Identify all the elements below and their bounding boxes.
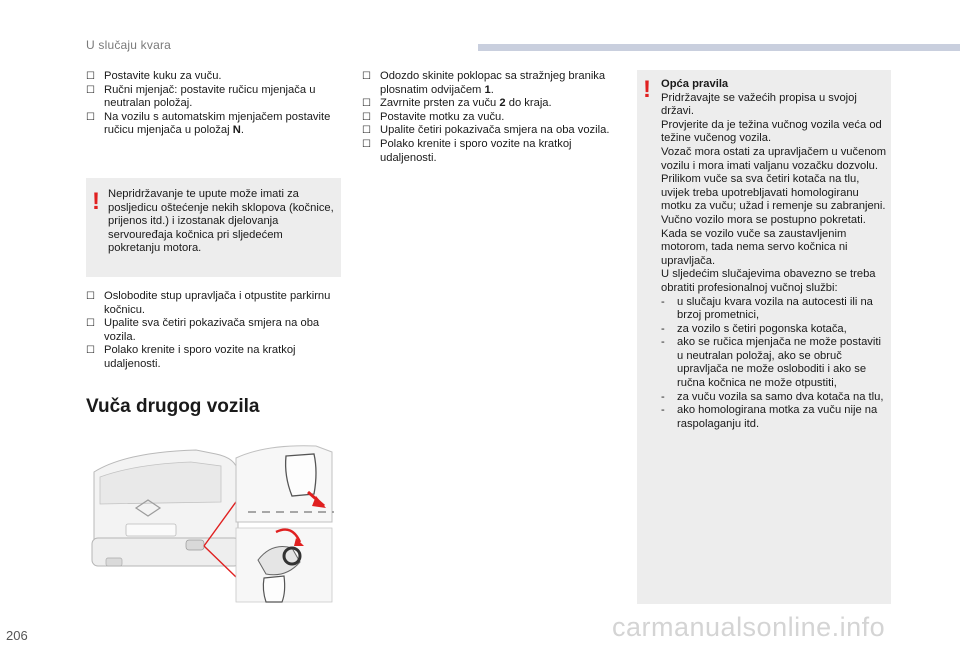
general-rules-box (637, 70, 891, 604)
list-item: - ako homologirana motka za vuču nije na raspolaganju itd. (661, 404, 878, 430)
checkbox-bullet-icon: ☐ (86, 318, 95, 330)
warning-exclamation-icon: ! (92, 188, 100, 215)
checkbox-bullet-icon: ☐ (86, 84, 95, 96)
checkbox-bullet-icon: ☐ (362, 125, 371, 137)
list-item: ☐ Postavite kuku za vuču. (86, 70, 222, 82)
checkbox-bullet-icon: ☐ (86, 291, 95, 302)
info-paragraph: Provjerite da je težina vučnog vozila veća od težine vučenog vozila. (661, 118, 882, 145)
checkbox-bullet-icon: ☐ (86, 71, 95, 82)
info-paragraph: Vučno vozilo mora se postupno pokretati. Kada se vozilo vuče sa zaustavljenim motorom, tada nema servo kočnica ni upravljača. (661, 213, 866, 267)
header-bar (478, 44, 960, 51)
warning-exclamation-icon: ! (643, 76, 651, 103)
column-1-steps (86, 70, 341, 138)
watermark: carmanualsonline.info (612, 612, 886, 642)
checkbox-bullet-icon: ☐ (362, 138, 371, 150)
list-item: ☐ Oslobodite stup upravljača i otpustite parkirnu kočnicu. (86, 290, 331, 316)
list-item: ☐ Polako krenite i sporo vozite na kratkoj udaljenosti. (86, 344, 296, 370)
warning-box (86, 178, 341, 277)
info-paragraph: U sljedećim slučajevima obavezno se treba obratiti profesionalnoj vučnoj službi: (661, 268, 876, 294)
list-item: ☐ Ručni mjenjač: postavite ručicu mjenjača u neutralan položaj. (86, 83, 316, 110)
list-item: ☐ Zavrnite prsten za vuču 2 do kraja. (362, 97, 552, 110)
checkbox-bullet-icon: ☐ (86, 111, 95, 123)
info-paragraph: Pridržavajte se važećih propisa u svojoj državi. (661, 91, 857, 118)
towing-illustration (86, 432, 342, 604)
section-heading: Vuča drugog vozila (86, 396, 260, 417)
checkbox-bullet-icon: ☐ (86, 345, 95, 357)
list-item: ☐ Postavite motku za vuču. (362, 110, 505, 123)
checkbox-bullet-icon: ☐ (362, 98, 371, 110)
page-number: 206 (6, 628, 28, 643)
checkbox-bullet-icon: ☐ (362, 111, 371, 123)
list-item: ☐ Polako krenite i sporo vozite na kratkoj udaljenosti. (362, 137, 572, 164)
list-item: - za vuču vozila sa samo dva kotača na tlu, (661, 390, 884, 403)
info-heading: Opća pravila (661, 78, 729, 90)
section-header: U slučaju kvara (86, 38, 172, 52)
info-paragraph: Vozač mora ostati za upravljačem u vučenom vozilu i mora imati valjanu vozačku dozvolu. (661, 145, 887, 172)
list-item: ☐ Upalite sva četiri pokazivača smjera na oba vozila. (86, 317, 320, 343)
list-item: - za vozilo s četiri pogonska kotača, (661, 322, 847, 335)
list-item: - u slučaju kvara vozila na autocesti ili na brzoj prometnici, (661, 295, 873, 322)
column-2-steps (362, 70, 612, 165)
checkbox-bullet-icon: ☐ (362, 71, 371, 82)
list-item: - ako se ručica mjenjača ne može postaviti u neutralan položaj, ako se obruč upravljača ne može osloboditi i ako se ručna kočnica ne može otpustiti, (661, 336, 881, 390)
warning-text: Nepridržavanje te upute može imati za posljedicu oštećenje nekih sklopova (kočnice, prijenos itd.) i izostanak djelovanja servouređaja kočnica pri sljedećem pokretanju motora. (108, 188, 334, 255)
list-item: ☐ Upalite četiri pokazivača smjera na oba vozila. (362, 124, 610, 137)
column-1-steps-2 (86, 290, 341, 372)
info-paragraph: Prilikom vuče sa sva četiri kotača na tlu, uvijek treba upotrebljavati homologiranu motku za vuču; užad i remenje su zabranjeni. (661, 173, 886, 213)
list-item: ☐ Na vozilu s automatskim mjenjačem postavite ručicu mjenjača u položaj N. (86, 110, 331, 137)
list-item: ☐ Odozdo skinite poklopac sa stražnjeg branika plosnatim odvijačem 1. (362, 70, 606, 96)
